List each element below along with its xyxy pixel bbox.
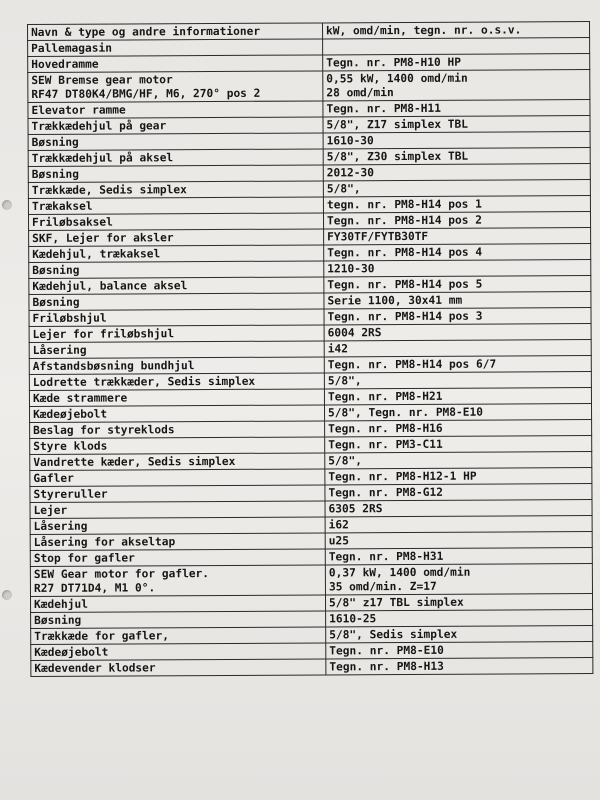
- part-spec-line: Tegn. nr. PM8-H11: [326, 101, 441, 116]
- part-spec-line: 28 omd/min: [326, 86, 394, 100]
- part-name-line: Trækaksel: [31, 199, 93, 213]
- part-name-line: Stop for gafler: [33, 551, 135, 565]
- part-name-line: Vandrette kæder, Sedis simplex: [33, 454, 236, 469]
- part-name-cell: [30, 517, 325, 535]
- part-spec-line: Tegn. nr. PM8-E10: [329, 643, 444, 658]
- part-name-cell: [30, 485, 325, 503]
- part-spec-line: 5/8",: [326, 182, 361, 196]
- part-spec-line: Tegn. nr. PM8-H13: [329, 659, 444, 674]
- part-name-line: Kædeøjebolt: [33, 407, 108, 421]
- part-spec-cell: [323, 196, 590, 213]
- part-name-line: Trækkædehjul på gear: [31, 119, 167, 133]
- part-spec-cell: [325, 516, 592, 533]
- part-spec-line: [326, 39, 586, 40]
- part-name-cell: [28, 55, 323, 73]
- part-spec-line: Tegn. nr. PM8-H14 pos 5: [327, 277, 483, 292]
- part-spec-cell: [323, 38, 590, 55]
- part-name-line: R27 DT71D4, M1 0°.: [33, 581, 156, 595]
- part-spec-line: 1610-25: [329, 612, 377, 626]
- part-spec-cell: [323, 132, 590, 149]
- part-spec-line: Tegn. nr. PM8-H10 HP: [326, 55, 461, 70]
- part-spec-line: FY30TF/FYTB30TF: [327, 229, 429, 244]
- punch-hole: [2, 200, 12, 210]
- part-name-cell: [28, 133, 323, 151]
- part-spec-cell: [323, 148, 590, 165]
- part-spec-line: Tegn. nr. PM8-H12-1 HP: [328, 469, 477, 484]
- part-name-line: Trækkæde for gafler,: [34, 629, 169, 643]
- part-spec-line: 35 omd/min. Z=17: [328, 579, 437, 594]
- part-name-cell: [29, 309, 324, 327]
- part-spec-cell: [325, 484, 592, 501]
- part-name-cell: [30, 533, 325, 551]
- table-row: [31, 658, 593, 677]
- part-name-cell: [28, 101, 323, 119]
- punch-hole: [2, 590, 12, 600]
- part-name-line: Låsering: [33, 519, 88, 533]
- part-spec-cell: [325, 452, 592, 469]
- part-name-cell: [28, 181, 323, 199]
- part-name-cell: [28, 117, 323, 135]
- part-name-line: Lodrette trækkæder, Sedis simplex: [32, 374, 256, 389]
- part-name-cell: [29, 229, 324, 247]
- part-spec-cell: [325, 436, 592, 453]
- part-name-line: Trækkæde, Sedis simplex: [31, 183, 187, 197]
- part-spec-line: tegn. nr. PM8-H14 pos 1: [326, 197, 482, 212]
- part-name-line: Bøsning: [32, 263, 80, 277]
- part-spec-line: 1210-30: [327, 262, 375, 276]
- part-name-cell: [29, 389, 324, 407]
- part-spec-cell: [326, 642, 593, 659]
- part-spec-cell: [324, 228, 591, 245]
- part-name-line: Kædeøjebolt: [34, 645, 109, 659]
- part-spec-cell: [323, 70, 590, 101]
- part-spec-cell: [324, 404, 591, 421]
- part-name-line: SEW Bremse gear motor: [31, 73, 173, 87]
- part-name-cell: [31, 611, 326, 629]
- part-spec-line: Tegn. nr. PM8-H16: [328, 421, 443, 436]
- table-row: [30, 564, 592, 597]
- part-spec-line: 5/8", Z30 simplex TBL: [326, 149, 469, 164]
- part-spec-line: 5/8", Tegn. nr. PM8-E10: [328, 405, 483, 420]
- part-name-cell: [29, 357, 324, 375]
- part-name-cell: [29, 293, 324, 311]
- part-spec-line: 5/8", Sedis simplex: [329, 627, 458, 642]
- part-spec-cell: [323, 164, 590, 181]
- part-spec-cell: [324, 372, 591, 389]
- part-spec-cell: [323, 54, 590, 71]
- header-right: kW, omd/min, tegn. nr. o.s.v.: [322, 22, 589, 39]
- part-name-cell: [28, 197, 323, 215]
- part-spec-line: Serie 1100, 30x41 mm: [327, 293, 463, 308]
- part-spec-line: Tegn. nr. PM8-H31: [328, 549, 444, 564]
- part-name-line: Bøsning: [31, 167, 79, 181]
- part-name-cell: [29, 245, 324, 263]
- part-name-cell: [31, 643, 326, 661]
- part-name-cell: [30, 437, 325, 455]
- part-name-cell: [31, 659, 326, 677]
- part-spec-cell: [323, 116, 590, 133]
- part-spec-line: Tegn. nr. PM3-C11: [328, 437, 443, 452]
- part-spec-cell: [325, 420, 592, 437]
- part-name-cell: [31, 627, 326, 645]
- part-spec-cell: [323, 212, 590, 229]
- part-name-line: Beslag for styreklods: [33, 423, 175, 437]
- part-spec-cell: [324, 388, 591, 405]
- part-name-cell: [29, 341, 324, 359]
- part-spec-line: Tegn. nr. PM8-G12: [328, 485, 444, 500]
- part-spec-cell: [324, 260, 591, 277]
- part-spec-line: 6305 2RS: [328, 502, 383, 516]
- parts-table-body: [28, 22, 593, 677]
- part-name-line: Kædehjul: [34, 597, 88, 611]
- part-name-line: Bøsning: [34, 613, 82, 627]
- part-spec-line: u25: [328, 534, 349, 548]
- table-row: [28, 70, 590, 103]
- part-name-cell: [28, 71, 323, 103]
- part-spec-line: Tegn. nr. PM8-H14 pos 2: [327, 213, 482, 228]
- part-name-line: Kæde strammere: [32, 391, 128, 405]
- part-spec-line: Tegn. nr. PM8-H14 pos 3: [327, 309, 483, 324]
- part-spec-cell: [325, 564, 592, 595]
- part-name-line: Låsering for akseltap: [33, 535, 176, 549]
- part-name-line: Bøsning: [31, 135, 79, 149]
- part-name-cell: [28, 39, 323, 57]
- part-name-line: Pallemagasin: [31, 41, 112, 55]
- part-spec-cell: [324, 292, 591, 309]
- part-spec-cell: [325, 500, 592, 517]
- part-spec-cell: [324, 324, 591, 341]
- part-spec-line: 5/8" z17 TBL simplex: [329, 595, 464, 610]
- part-spec-cell: [325, 594, 592, 611]
- part-spec-line: 5/8",: [327, 374, 362, 388]
- part-name-line: SKF, Lejer for aksler: [32, 231, 174, 245]
- part-spec-cell: [324, 244, 591, 261]
- part-name-cell: [29, 325, 324, 343]
- part-name-line: Hovedramme: [31, 57, 99, 71]
- part-name-cell: [30, 405, 325, 423]
- part-spec-cell: [324, 276, 591, 293]
- part-name-cell: [28, 213, 323, 231]
- part-name-cell: [30, 549, 325, 567]
- part-spec-cell: [326, 610, 593, 627]
- part-name-line: Trækkædehjul på aksel: [31, 151, 174, 165]
- part-name-cell: [30, 565, 325, 597]
- part-name-line: Kædehjul, balance aksel: [32, 279, 188, 293]
- part-name-cell: [29, 373, 324, 391]
- part-name-line: Kædevender klodser: [34, 661, 156, 675]
- part-spec-cell: [324, 308, 591, 325]
- part-spec-line: Tegn. nr. PM8-H14 pos 6/7: [327, 357, 497, 372]
- part-name-line: Styre klods: [33, 439, 108, 453]
- part-name-line: Friløbsaksel: [32, 215, 113, 229]
- part-name-line: Friløbshjul: [32, 311, 107, 325]
- part-spec-line: 2012-30: [326, 166, 374, 180]
- part-spec-cell: [325, 532, 592, 549]
- part-spec-cell: [325, 548, 592, 565]
- part-name-line: Låsering: [32, 343, 87, 357]
- part-name-line: Elevator ramme: [31, 103, 126, 117]
- part-spec-cell: [326, 658, 593, 675]
- part-name-line: RF47 DT80K4/BMG/HF, M6, 270° pos 2: [31, 86, 261, 101]
- part-name-cell: [29, 277, 324, 295]
- part-name-line: Lejer: [33, 503, 68, 517]
- part-spec-cell: [324, 340, 591, 357]
- part-spec-line: i42: [327, 342, 348, 356]
- part-name-cell: [30, 421, 325, 439]
- part-name-cell: [30, 453, 325, 471]
- part-name-cell: [28, 165, 323, 183]
- part-spec-line: 0,37 kW, 1400 omd/min: [328, 565, 471, 580]
- part-name-cell: [30, 469, 325, 487]
- part-name-line: Afstandsbøsning bundhjul: [32, 359, 195, 373]
- part-spec-cell: [324, 356, 591, 373]
- header-left: Navn & type og andre informationer: [28, 23, 323, 41]
- part-spec-cell: [323, 100, 590, 117]
- part-name-line: Kædehjul, trækaksel: [32, 247, 161, 261]
- part-name-cell: [30, 501, 325, 519]
- part-spec-cell: [323, 180, 590, 197]
- part-spec-line: 0,55 kW, 1400 omd/min: [326, 71, 468, 86]
- part-spec-line: 6004 2RS: [327, 326, 382, 340]
- part-spec-line: 5/8", Z17 simplex TBL: [326, 117, 469, 132]
- part-spec-line: 1610-30: [326, 134, 374, 148]
- part-spec-line: Tegn. nr. PM8-H14 pos 4: [327, 245, 483, 260]
- part-spec-line: 5/8",: [328, 454, 363, 468]
- part-spec-line: i62: [328, 518, 349, 532]
- parts-table: [27, 21, 593, 677]
- part-name-line: SEW Gear motor for gafler.: [33, 567, 210, 581]
- part-name-line: Bøsning: [32, 295, 80, 309]
- part-name-line: Lejer for friløbshjul: [32, 327, 175, 341]
- part-name-line: Styreruller: [33, 487, 108, 501]
- part-name-cell: [28, 149, 323, 167]
- part-spec-cell: [326, 626, 593, 643]
- part-spec-cell: [325, 468, 592, 485]
- part-spec-line: Tegn. nr. PM8-H21: [327, 389, 443, 404]
- part-name-line: Gafler: [33, 471, 74, 485]
- part-name-cell: [30, 595, 325, 613]
- part-name-cell: [29, 261, 324, 279]
